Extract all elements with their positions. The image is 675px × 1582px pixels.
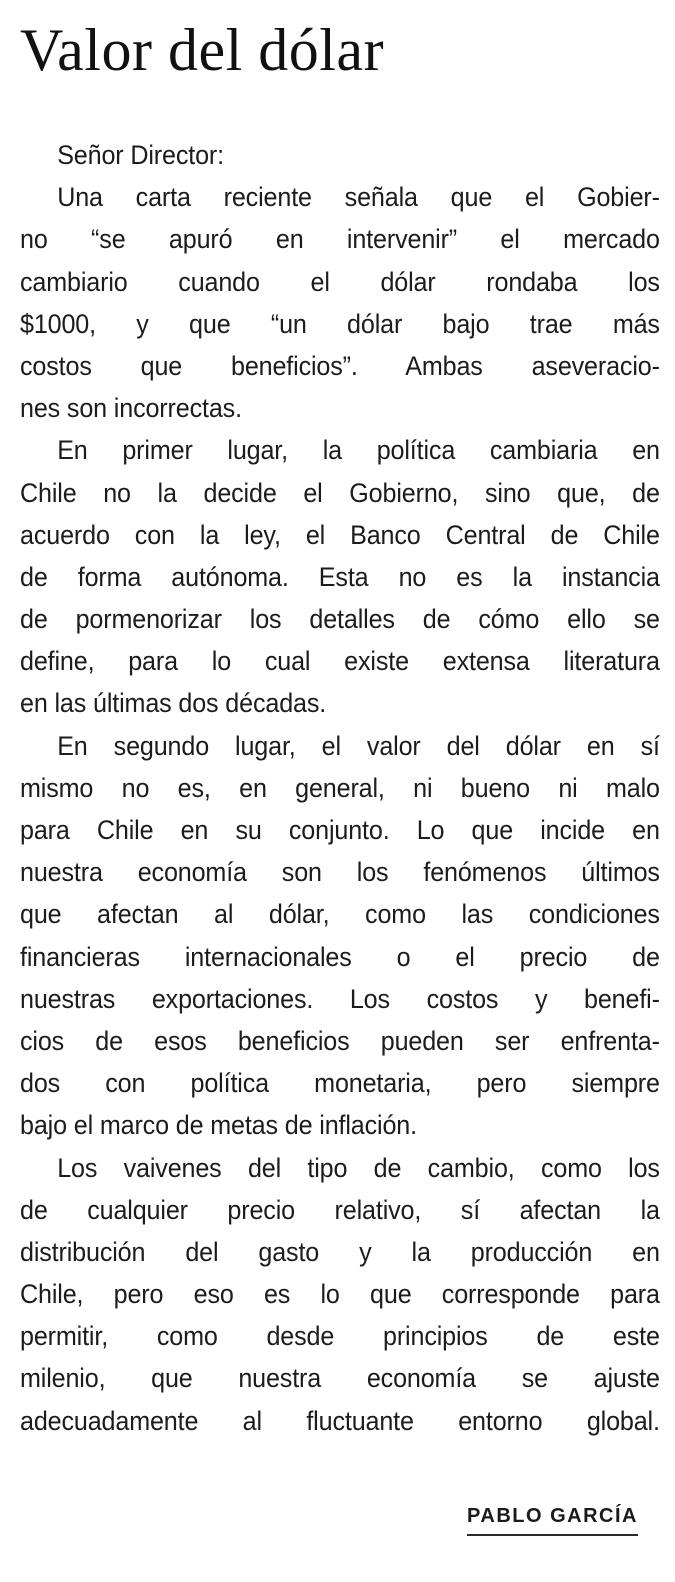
letter-body	[20, 134, 660, 1442]
body-line: que afectan al dólar, como las condiciones	[20, 899, 660, 930]
body-line: bajo el marco de metas de inflación.	[20, 1110, 417, 1141]
body-line: dos con política monetaria, pero siempre	[20, 1068, 660, 1099]
body-line: adecuadamente al fluctuante entorno global.	[20, 1405, 660, 1436]
body-line: permitir, como desde principios de este	[20, 1321, 660, 1352]
body-line: no “se apuró en intervenir” el mercado	[20, 224, 660, 255]
body-line: milenio, que nuestra economía se ajuste	[20, 1363, 660, 1394]
body-line: mismo no es, en general, ni bueno ni malo	[20, 772, 660, 803]
body-line: Una carta reciente señala que el Gobier-	[57, 182, 660, 213]
body-line: financieras internacionales o el precio de	[20, 941, 660, 972]
headline: Valor del dólar	[20, 17, 385, 83]
body-line: En segundo lugar, el valor del dólar en sí	[57, 730, 660, 761]
body-line: costos que beneficios”. Ambas aseveracio-	[20, 350, 660, 381]
body-line: Señor Director:	[57, 140, 224, 170]
body-line: Chile no la decide el Gobierno, sino que, de	[20, 477, 660, 508]
body-line: Los vaivenes del tipo de cambio, como los	[57, 1152, 660, 1183]
body-line: cios de esos beneficios pueden ser enfrenta-	[20, 1025, 660, 1056]
body-line: define, para lo cual existe extensa literatura	[20, 646, 660, 677]
body-line: cambiario cuando el dólar rondaba los	[20, 266, 660, 297]
body-line: Chile, pero eso es lo que corresponde para	[20, 1279, 660, 1310]
body-line: acuerdo con la ley, el Banco Central de Chile	[20, 519, 660, 550]
body-line: distribución del gasto y la producción en	[20, 1236, 660, 1267]
body-line: en las últimas dos décadas.	[20, 688, 327, 719]
body-line: de cualquier precio relativo, sí afectan la	[20, 1194, 660, 1225]
body-line: para Chile en su conjunto. Lo que incide en	[20, 815, 660, 845]
body-line: $1000, y que “un dólar bajo trae más	[20, 308, 660, 339]
body-line: de forma autónoma. Esta no es la instancia	[20, 561, 660, 592]
author-signature: PABLO GARCÍA	[467, 1505, 638, 1536]
body-line: nuestras exportaciones. Los costos y benefi-	[20, 983, 660, 1014]
body-line: En primer lugar, la política cambiaria en	[57, 435, 660, 466]
letter-to-editor	[20, 0, 660, 1442]
body-line: nes son incorrectas.	[20, 393, 242, 424]
body-line: de pormenorizar los detalles de cómo ello se	[20, 604, 660, 635]
body-line: nuestra economía son los fenómenos últimos	[20, 857, 660, 888]
